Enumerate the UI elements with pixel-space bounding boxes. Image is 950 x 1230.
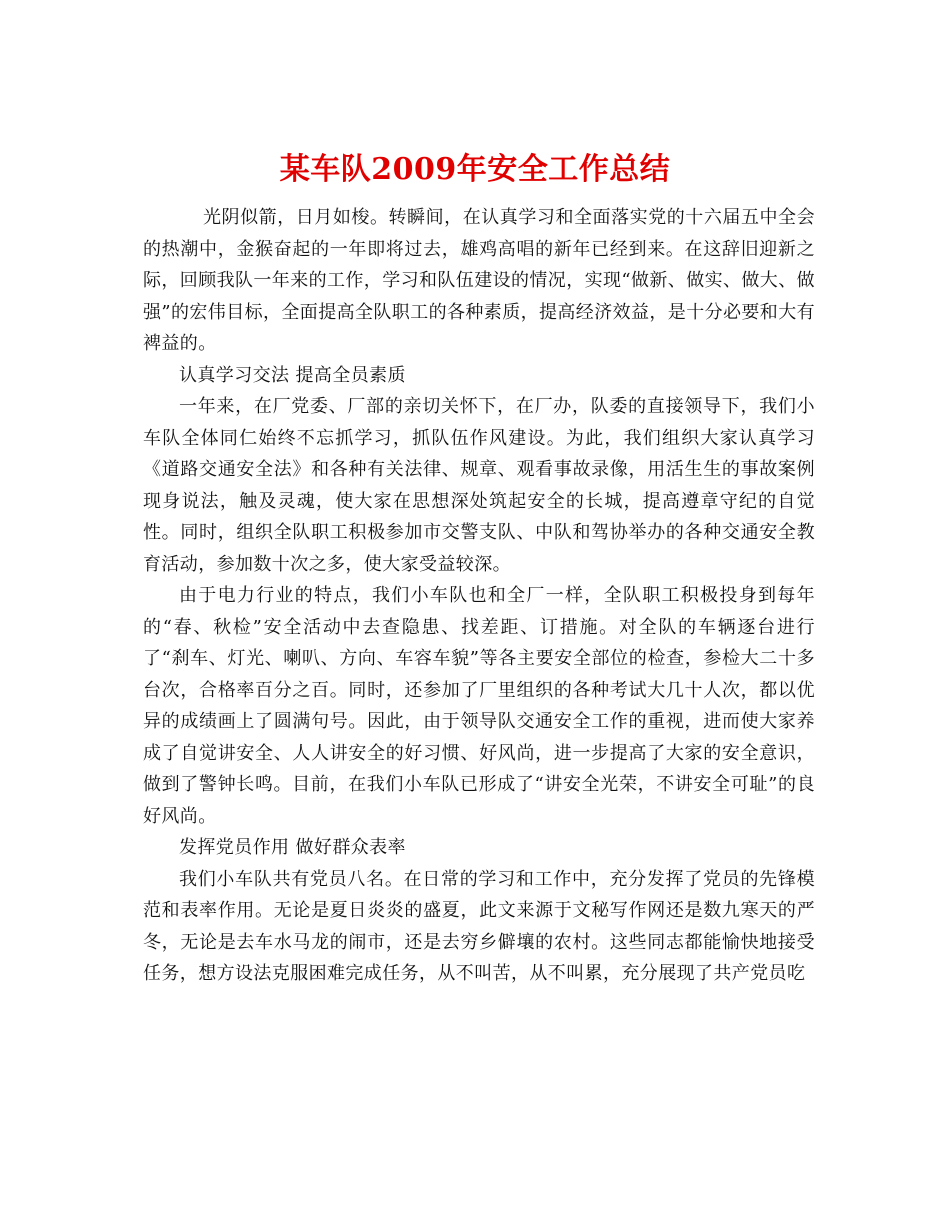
section-heading-party-members: 发挥党员作用 做好群众表率 bbox=[179, 837, 406, 858]
document-body bbox=[143, 202, 815, 990]
document-title: 某车队2009年安全工作总结 bbox=[279, 152, 671, 188]
intro-paragraph: 光阴似箭，日月如梭。转瞬间，在认真学习和全面落实党的十六届五中全会的热潮中，金猴奋起的一年即将过去，雄鸡高唱的新年已经到来。在这辞旧迎新之际，回顾我队一年来的工作，学习和队伍建设的情况，实现“做新、做实、做大、做强”的宏伟目标，全面提高全队职工的各种素质，提高经济效益，是十分必要和大有裨益的。 bbox=[143, 207, 815, 354]
paragraph-inspection: 由于电力行业的特点，我们小车队也和全厂一样，全队职工积极投身到每年的“春、秋检”安全活动中去查隐患、找差距、订措施。对全队的车辆逐台进行了“刹车、灯光、喇叭、方向、车容车貌”等各主要安全部位的检查，参检大二十多台次，合格率百分之百。同时，还参加了厂里组织的各种考试大几十人次，都以优异的成绩画上了圆满句号。因此，由于领导队交通安全工作的重视，进而使大家养成了自觉讲安全、人人讲安全的好习惯、好风尚，进一步提高了大家的安全意识，做到了警钟长鸣。目前，在我们小车队已形成了“讲安全光荣，不讲安全可耻”的良好风尚。 bbox=[143, 585, 815, 827]
paragraph-party-members: 我们小车队共有党员八名。在日常的学习和工作中，充分发挥了党员的先锋模范和表率作用。无论是夏日炎炎的盛夏，此文来源于文秘写作网还是数九寒天的严冬，无论是去车水马龙的闹市，还是去穷乡僻壤的农村。这些同志都能愉快地接受任务，想方设法克服困难完成任务，从不叫苦，从不叫累，充分展现了共产党员吃 bbox=[143, 868, 815, 984]
section-heading-study: 认真学习交法 提高全员素质 bbox=[179, 364, 406, 386]
paragraph-study: 一年来，在厂党委、厂部的亲切关怀下，在厂办，队委的直接领导下，我们小车队全体同仁始终不忘抓学习，抓队伍作风建设。为此，我们组织大家认真学习《道路交通安全法》和各种有关法律、规章、观看事故录像，用活生生的事故案例现身说法，触及灵魂，使大家在思想深处筑起安全的长城，提高遵章守纪的自觉性。同时，组织全队职工积极参加市交警支队、中队和驾协举办的各种交通安全教育活动，参加数十次之多，使大家受益较深。 bbox=[143, 396, 815, 575]
